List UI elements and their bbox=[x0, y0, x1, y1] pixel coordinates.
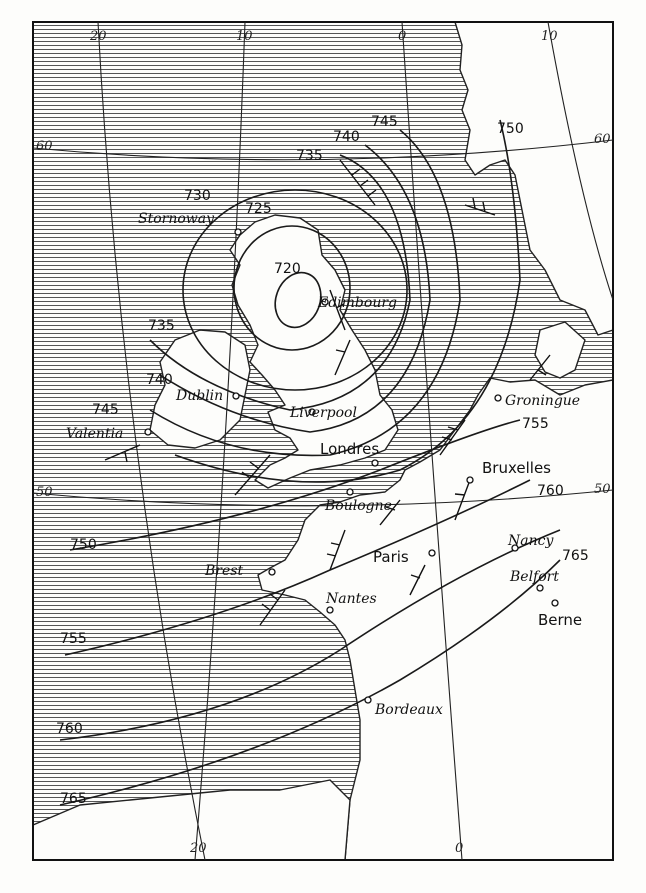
lon-label-bottom-20: 20 bbox=[190, 841, 207, 856]
station-label-groningue: Groningue bbox=[505, 393, 581, 409]
isobar-label-740-west: 740 bbox=[146, 372, 173, 388]
isobar-label-765-west: 765 bbox=[60, 791, 87, 807]
isobar-label-750-west: 750 bbox=[70, 537, 97, 553]
isobar-label-745: 745 bbox=[371, 114, 398, 130]
isobar-label-740: 740 bbox=[333, 129, 360, 145]
isobar-label-755-west: 755 bbox=[60, 631, 87, 647]
isobar-label-750: 750 bbox=[497, 121, 524, 137]
station-label-valentia: Valentia bbox=[66, 426, 124, 442]
isobar-label-735-west: 735 bbox=[148, 318, 175, 334]
station-label-paris: Paris bbox=[373, 548, 409, 566]
lat-label-50-left: 50 bbox=[36, 485, 53, 500]
isobar-label-725: 725 bbox=[245, 201, 272, 217]
station-label-dublin: Dublin bbox=[176, 388, 224, 404]
station-label-boulogne: Boulogne bbox=[325, 498, 392, 514]
station-label-stornoway: Stornoway bbox=[138, 211, 215, 227]
isobar-label-735: 735 bbox=[296, 148, 323, 164]
lat-label-60-right: 60 bbox=[594, 132, 611, 147]
station-label-nancy: Nancy bbox=[508, 533, 554, 549]
station-label-bordeaux: Bordeaux bbox=[375, 702, 443, 718]
lon-label-bottom-0: 0 bbox=[455, 841, 464, 856]
isobar-label-765-east: 765 bbox=[562, 548, 589, 564]
station-label-edimbourg: Edimbourg bbox=[318, 295, 397, 311]
lon-label-0: 0 bbox=[398, 29, 407, 44]
lat-label-60-left: 60 bbox=[36, 139, 53, 154]
station-label-belfort: Belfort bbox=[510, 569, 559, 585]
lon-label-20w: 20 bbox=[90, 29, 107, 44]
lon-label-10e: 10 bbox=[541, 29, 558, 44]
station-label-liverpool: Liverpool bbox=[290, 405, 357, 421]
lon-label-10w: 10 bbox=[236, 29, 253, 44]
lat-label-50-right: 50 bbox=[594, 482, 611, 497]
isobar-label-755-east: 755 bbox=[522, 416, 549, 432]
isobar-label-745-west: 745 bbox=[92, 402, 119, 418]
station-label-londres: Londres bbox=[320, 440, 380, 458]
station-label-bruxelles: Bruxelles bbox=[482, 459, 551, 477]
isobar-label-760-west: 760 bbox=[56, 721, 83, 737]
station-label-brest: Brest bbox=[205, 563, 244, 579]
station-label-nantes: Nantes bbox=[326, 591, 377, 607]
isobar-label-730: 730 bbox=[184, 188, 211, 204]
station-label-berne: Berne bbox=[538, 611, 583, 629]
isobar-label-720: 720 bbox=[274, 261, 301, 277]
isobar-label-760-east: 760 bbox=[537, 483, 564, 499]
